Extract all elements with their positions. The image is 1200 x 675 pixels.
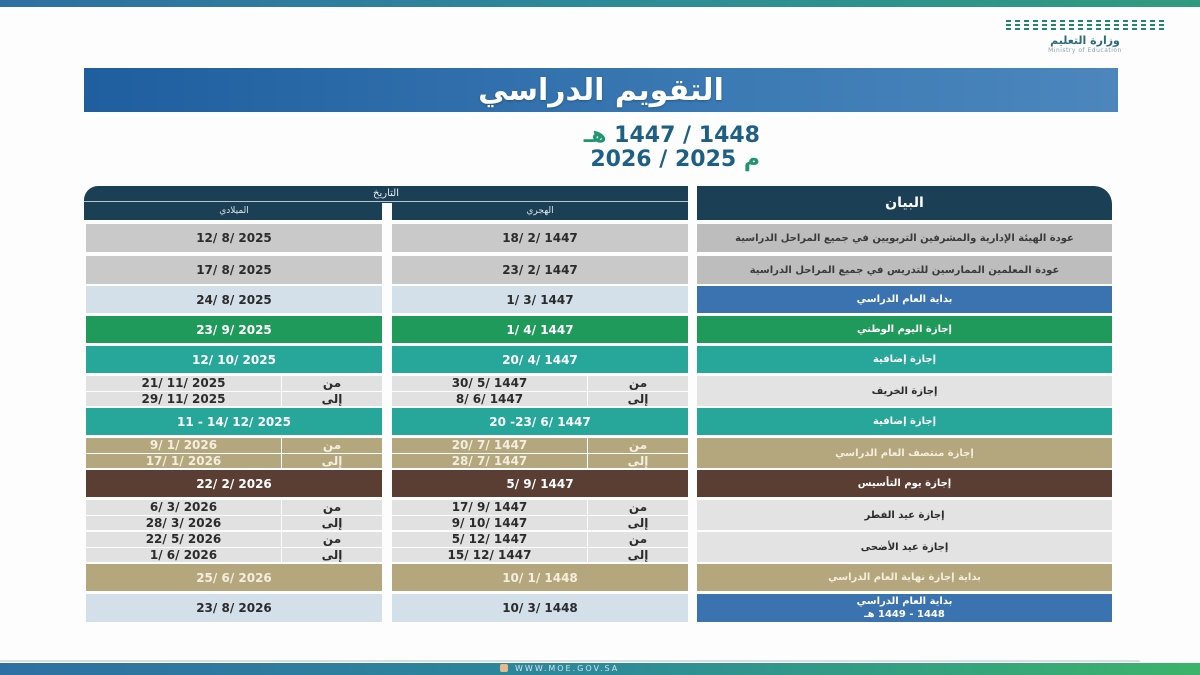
table-row xyxy=(84,500,1114,530)
hijri-date: 18/ 2/ 1447 xyxy=(392,224,688,252)
statement-text: بداية إجازة نهاية العام الدراسي xyxy=(828,572,981,583)
table-row xyxy=(84,408,1114,435)
gregorian-date: 12/ 10/ 2025 xyxy=(86,346,382,373)
hijri-range-from: 17/ 9/ 1447 xyxy=(392,500,587,515)
gregorian-range-from: 21/ 11/ 2025 xyxy=(86,376,281,391)
statement-text: إجازة يوم التأسيس xyxy=(857,478,952,489)
table-row xyxy=(84,564,1114,591)
statement-cell xyxy=(697,256,1112,284)
statement-cell xyxy=(697,532,1112,562)
header-gap xyxy=(382,203,392,220)
gregorian-date: 25/ 6/ 2026 xyxy=(86,564,382,591)
hijri-date: 20 -23/ 6/ 1447 xyxy=(392,408,688,435)
gregorian-range-from: 6/ 3/ 2026 xyxy=(86,500,281,515)
from-label: من xyxy=(282,532,382,547)
hijri-date: 10/ 1/ 1448 xyxy=(392,564,688,591)
to-label: إلى xyxy=(282,516,382,531)
ministry-logo xyxy=(1000,14,1170,60)
table-row xyxy=(84,286,1114,313)
gregorian-date: 22/ 2/ 2026 xyxy=(86,470,382,497)
statement-cell xyxy=(697,594,1112,622)
logo-name-en: Ministry of Education xyxy=(1048,47,1122,54)
statement-cell xyxy=(697,438,1112,468)
hijri-date: 1/ 3/ 1447 xyxy=(392,286,688,313)
footer-divider xyxy=(0,660,1140,662)
title-banner xyxy=(84,68,1118,112)
hijri-years: هـ 1447 / 1448 xyxy=(583,123,760,148)
statement-text: بداية العام الدراسي xyxy=(856,294,953,305)
statement-cell xyxy=(697,346,1112,373)
gregorian-range-from: 9/ 1/ 2026 xyxy=(86,438,281,453)
hijri-date: 5/ 9/ 1447 xyxy=(392,470,688,497)
to-label: إلى xyxy=(282,392,382,407)
to-label: إلى xyxy=(588,454,688,469)
statement-cell xyxy=(697,224,1112,252)
statement-cell xyxy=(697,470,1112,497)
table-row xyxy=(84,470,1114,497)
hijri-range xyxy=(392,376,688,406)
academic-years xyxy=(400,124,760,172)
hijri-date: 1/ 4/ 1447 xyxy=(392,316,688,343)
logo-name-ar: وزارة التعليم xyxy=(1050,34,1120,47)
header-divider xyxy=(84,201,688,202)
hijri-range-from: 5/ 12/ 1447 xyxy=(392,532,587,547)
statement-cell xyxy=(697,500,1112,530)
statement-text: عودة المعلمين الممارسين للتدريس في جميع المراحل الدراسية xyxy=(749,264,1060,276)
table-row xyxy=(84,376,1114,406)
statement-cell xyxy=(697,316,1112,343)
table-row xyxy=(84,346,1114,373)
from-label: من xyxy=(588,500,688,515)
statement-line2: 1448 - 1449 هـ xyxy=(864,609,945,620)
from-label: من xyxy=(282,376,382,391)
table-row xyxy=(84,438,1114,468)
gregorian-range-to: 29/ 11/ 2025 xyxy=(86,392,281,407)
from-label: من xyxy=(588,532,688,547)
gregorian-date: 12/ 8/ 2025 xyxy=(86,224,382,252)
statement-text: إجازة منتصف العام الدراسي xyxy=(835,447,974,459)
hijri-date: 23/ 2/ 1447 xyxy=(392,256,688,284)
globe-icon xyxy=(500,664,508,672)
gregorian-years: م 2025 / 2026 xyxy=(590,147,760,172)
statement-line1: بداية العام الدراسي xyxy=(856,596,953,607)
header-gregorian: الميلادي xyxy=(86,203,382,220)
table-row xyxy=(84,594,1114,622)
hijri-range xyxy=(392,438,688,468)
from-label: من xyxy=(588,376,688,391)
to-label: إلى xyxy=(282,454,382,469)
logo-mark-icon xyxy=(1000,20,1170,32)
table-row xyxy=(84,224,1114,252)
statement-text: عودة الهيئة الإدارية والمشرفين التربويين في جميع المراحل الدراسية xyxy=(735,232,1074,244)
hijri-range xyxy=(392,500,688,530)
header-statement: البيان xyxy=(697,186,1112,220)
top-gradient-bar xyxy=(0,0,1200,7)
gregorian-date: 24/ 8/ 2025 xyxy=(86,286,382,313)
statement-cell xyxy=(697,408,1112,435)
gregorian-date: 11 - 14/ 12/ 2025 xyxy=(86,408,382,435)
statement-text: إجازة اليوم الوطني xyxy=(857,324,952,335)
gregorian-range xyxy=(86,376,382,406)
statement-cell xyxy=(697,564,1112,591)
gregorian-range-from: 22/ 5/ 2026 xyxy=(86,532,281,547)
to-label: إلى xyxy=(282,548,382,563)
statement-text: إجازة الخريف xyxy=(871,385,938,397)
to-label: إلى xyxy=(588,516,688,531)
table-row xyxy=(84,256,1114,284)
gregorian-range-to: 17/ 1/ 2026 xyxy=(86,454,281,469)
gregorian-range xyxy=(86,438,382,468)
page-title: التقويم الدراسي xyxy=(478,72,724,108)
hijri-range-from: 20/ 7/ 1447 xyxy=(392,438,587,453)
statement-text: إجازة إضافية xyxy=(872,416,937,427)
from-label: من xyxy=(282,500,382,515)
gregorian-date: 23/ 9/ 2025 xyxy=(86,316,382,343)
statement-cell xyxy=(697,376,1112,406)
hijri-date: 20/ 4/ 1447 xyxy=(392,346,688,373)
gregorian-date: 23/ 8/ 2026 xyxy=(86,594,382,622)
hijri-range-to: 9/ 10/ 1447 xyxy=(392,516,587,531)
gregorian-date: 17/ 8/ 2025 xyxy=(86,256,382,284)
table-row xyxy=(84,532,1114,562)
hijri-range-to: 8/ 6/ 1447 xyxy=(392,392,587,407)
statement-cell xyxy=(697,286,1112,313)
hijri-range-to: 15/ 12/ 1447 xyxy=(392,548,587,563)
header-date: التاريخ xyxy=(84,186,688,220)
hijri-range-to: 28/ 7/ 1447 xyxy=(392,454,587,469)
from-label: من xyxy=(282,438,382,453)
gregorian-range xyxy=(86,532,382,562)
footer-url: WWW.MOE.GOV.SA xyxy=(515,664,620,673)
hijri-range xyxy=(392,532,688,562)
statement-text: إجازة عيد الفطر xyxy=(864,509,945,521)
to-label: إلى xyxy=(588,548,688,563)
from-label: من xyxy=(588,438,688,453)
statement-text: إجازة عيد الأضحى xyxy=(860,541,949,553)
statement-text: إجازة إضافية xyxy=(872,354,937,365)
hijri-date: 10/ 3/ 1448 xyxy=(392,594,688,622)
table-row xyxy=(84,316,1114,343)
to-label: إلى xyxy=(588,392,688,407)
gregorian-range xyxy=(86,500,382,530)
hijri-range-from: 30/ 5/ 1447 xyxy=(392,376,587,391)
gregorian-range-to: 28/ 3/ 2026 xyxy=(86,516,281,531)
gregorian-range-to: 1/ 6/ 2026 xyxy=(86,548,281,563)
header-hijri: الهجري xyxy=(392,203,688,220)
